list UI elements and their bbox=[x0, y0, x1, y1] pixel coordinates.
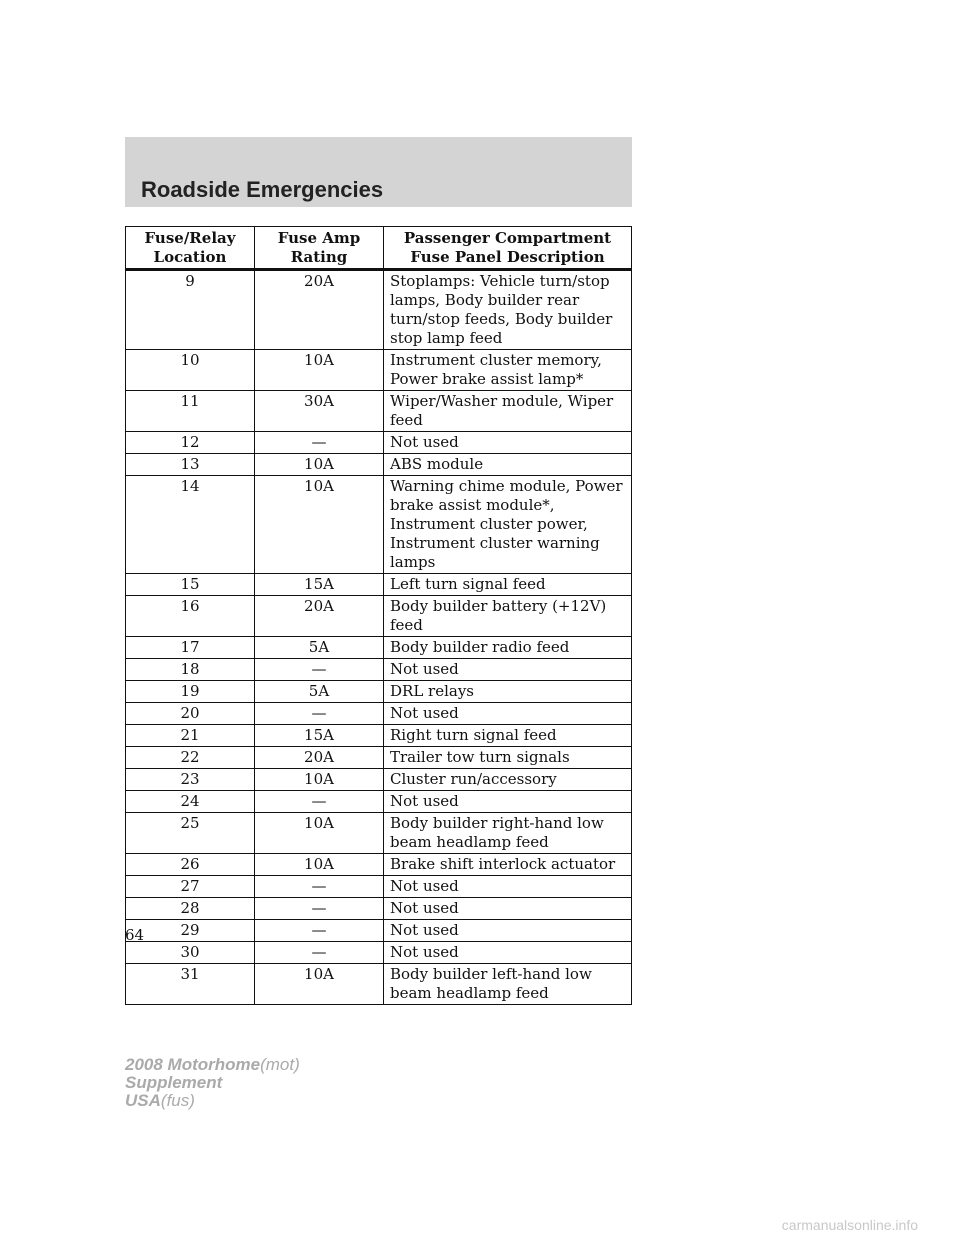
table-row bbox=[126, 942, 632, 964]
cell-description: Not used bbox=[384, 432, 632, 454]
cell-amp-rating: — bbox=[255, 920, 384, 942]
cell-amp-rating: — bbox=[255, 703, 384, 725]
cell-location: 17 bbox=[126, 637, 255, 659]
cell-description: Trailer tow turn signals bbox=[384, 747, 632, 769]
cell-location: 30 bbox=[126, 942, 255, 964]
cell-description: Not used bbox=[384, 659, 632, 681]
table-row bbox=[126, 637, 632, 659]
cell-amp-rating: 20A bbox=[255, 270, 384, 350]
cell-description: Wiper/Washer module, Wiper feed bbox=[384, 391, 632, 432]
table-row bbox=[126, 454, 632, 476]
cell-amp-rating: — bbox=[255, 659, 384, 681]
cell-description: Not used bbox=[384, 876, 632, 898]
cell-amp-rating: 10A bbox=[255, 854, 384, 876]
table-row bbox=[126, 898, 632, 920]
table-row bbox=[126, 574, 632, 596]
footer-doc-type: Supplement bbox=[125, 1073, 223, 1092]
cell-description: Not used bbox=[384, 898, 632, 920]
cell-location: 31 bbox=[126, 964, 255, 1005]
cell-location: 18 bbox=[126, 659, 255, 681]
table-row bbox=[126, 596, 632, 637]
section-header bbox=[125, 137, 632, 207]
cell-location: 14 bbox=[126, 476, 255, 574]
cell-location: 19 bbox=[126, 681, 255, 703]
cell-location: 27 bbox=[126, 876, 255, 898]
cell-amp-rating: 20A bbox=[255, 596, 384, 637]
cell-location: 15 bbox=[126, 574, 255, 596]
cell-location: 20 bbox=[126, 703, 255, 725]
cell-description: Body builder right-hand low beam headlamp feed bbox=[384, 813, 632, 854]
cell-amp-rating: — bbox=[255, 876, 384, 898]
cell-description: Body builder left-hand low beam headlamp feed bbox=[384, 964, 632, 1005]
header-description: Passenger Compartment Fuse Panel Description bbox=[384, 227, 632, 270]
footer-line-1 bbox=[125, 1056, 300, 1074]
cell-description: Brake shift interlock actuator bbox=[384, 854, 632, 876]
table-row bbox=[126, 725, 632, 747]
page-number: 64 bbox=[125, 926, 145, 944]
cell-amp-rating: 5A bbox=[255, 637, 384, 659]
table-row bbox=[126, 920, 632, 942]
table-row bbox=[126, 391, 632, 432]
cell-description: Instrument cluster memory, Power brake assist lamp* bbox=[384, 350, 632, 391]
footer-market-code: (fus) bbox=[160, 1091, 195, 1110]
cell-description: Cluster run/accessory bbox=[384, 769, 632, 791]
table-row bbox=[126, 476, 632, 574]
cell-location: 9 bbox=[126, 270, 255, 350]
header-location: Fuse/Relay Location bbox=[126, 227, 255, 270]
cell-amp-rating: 10A bbox=[255, 350, 384, 391]
table-header-row bbox=[126, 227, 632, 270]
cell-description: Body builder battery (+12V) feed bbox=[384, 596, 632, 637]
cell-description: DRL relays bbox=[384, 681, 632, 703]
cell-amp-rating: — bbox=[255, 942, 384, 964]
table-row bbox=[126, 432, 632, 454]
table-row bbox=[126, 350, 632, 391]
footer-market: USA bbox=[125, 1091, 161, 1110]
cell-amp-rating: 30A bbox=[255, 391, 384, 432]
header-amp-rating: Fuse Amp Rating bbox=[255, 227, 384, 270]
table-row bbox=[126, 854, 632, 876]
footer-line-3 bbox=[125, 1092, 300, 1110]
cell-location: 21 bbox=[126, 725, 255, 747]
table-body bbox=[126, 270, 632, 1005]
cell-amp-rating: 10A bbox=[255, 964, 384, 1005]
cell-location: 10 bbox=[126, 350, 255, 391]
cell-location: 16 bbox=[126, 596, 255, 637]
cell-location: 26 bbox=[126, 854, 255, 876]
cell-description: Not used bbox=[384, 791, 632, 813]
cell-location: 13 bbox=[126, 454, 255, 476]
cell-location: 12 bbox=[126, 432, 255, 454]
table-row bbox=[126, 769, 632, 791]
cell-description: Right turn signal feed bbox=[384, 725, 632, 747]
cell-amp-rating: — bbox=[255, 432, 384, 454]
cell-description: Not used bbox=[384, 703, 632, 725]
cell-amp-rating: 10A bbox=[255, 813, 384, 854]
table-row bbox=[126, 747, 632, 769]
cell-amp-rating: 20A bbox=[255, 747, 384, 769]
cell-description: Not used bbox=[384, 942, 632, 964]
cell-amp-rating: — bbox=[255, 791, 384, 813]
table-row bbox=[126, 813, 632, 854]
cell-location: 23 bbox=[126, 769, 255, 791]
cell-amp-rating: — bbox=[255, 898, 384, 920]
table-row bbox=[126, 876, 632, 898]
table-row bbox=[126, 681, 632, 703]
fuse-table bbox=[125, 226, 632, 1005]
cell-location: 25 bbox=[126, 813, 255, 854]
cell-location: 29 bbox=[126, 920, 255, 942]
footer-model: 2008 Motorhome bbox=[125, 1055, 261, 1074]
table-row bbox=[126, 270, 632, 350]
section-title: Roadside Emergencies bbox=[141, 177, 384, 202]
cell-amp-rating: 10A bbox=[255, 454, 384, 476]
footer bbox=[125, 1056, 300, 1110]
table-row bbox=[126, 964, 632, 1005]
watermark: carmanualsonline.info bbox=[781, 1217, 918, 1233]
cell-amp-rating: 15A bbox=[255, 574, 384, 596]
cell-amp-rating: 5A bbox=[255, 681, 384, 703]
cell-amp-rating: 10A bbox=[255, 769, 384, 791]
footer-model-code: (mot) bbox=[260, 1055, 300, 1074]
cell-amp-rating: 10A bbox=[255, 476, 384, 574]
cell-location: 11 bbox=[126, 391, 255, 432]
cell-description: ABS module bbox=[384, 454, 632, 476]
cell-location: 22 bbox=[126, 747, 255, 769]
cell-description: Not used bbox=[384, 920, 632, 942]
footer-line-2 bbox=[125, 1074, 300, 1092]
cell-description: Stoplamps: Vehicle turn/stop lamps, Body builder rear turn/stop feeds, Body builder stop lamp feed bbox=[384, 270, 632, 350]
cell-description: Warning chime module, Power brake assist module*, Instrument cluster power, Instrument cluster warning lamps bbox=[384, 476, 632, 574]
table-row bbox=[126, 791, 632, 813]
cell-amp-rating: 15A bbox=[255, 725, 384, 747]
cell-description: Left turn signal feed bbox=[384, 574, 632, 596]
table-row bbox=[126, 659, 632, 681]
table-row bbox=[126, 703, 632, 725]
cell-description: Body builder radio feed bbox=[384, 637, 632, 659]
cell-location: 28 bbox=[126, 898, 255, 920]
cell-location: 24 bbox=[126, 791, 255, 813]
